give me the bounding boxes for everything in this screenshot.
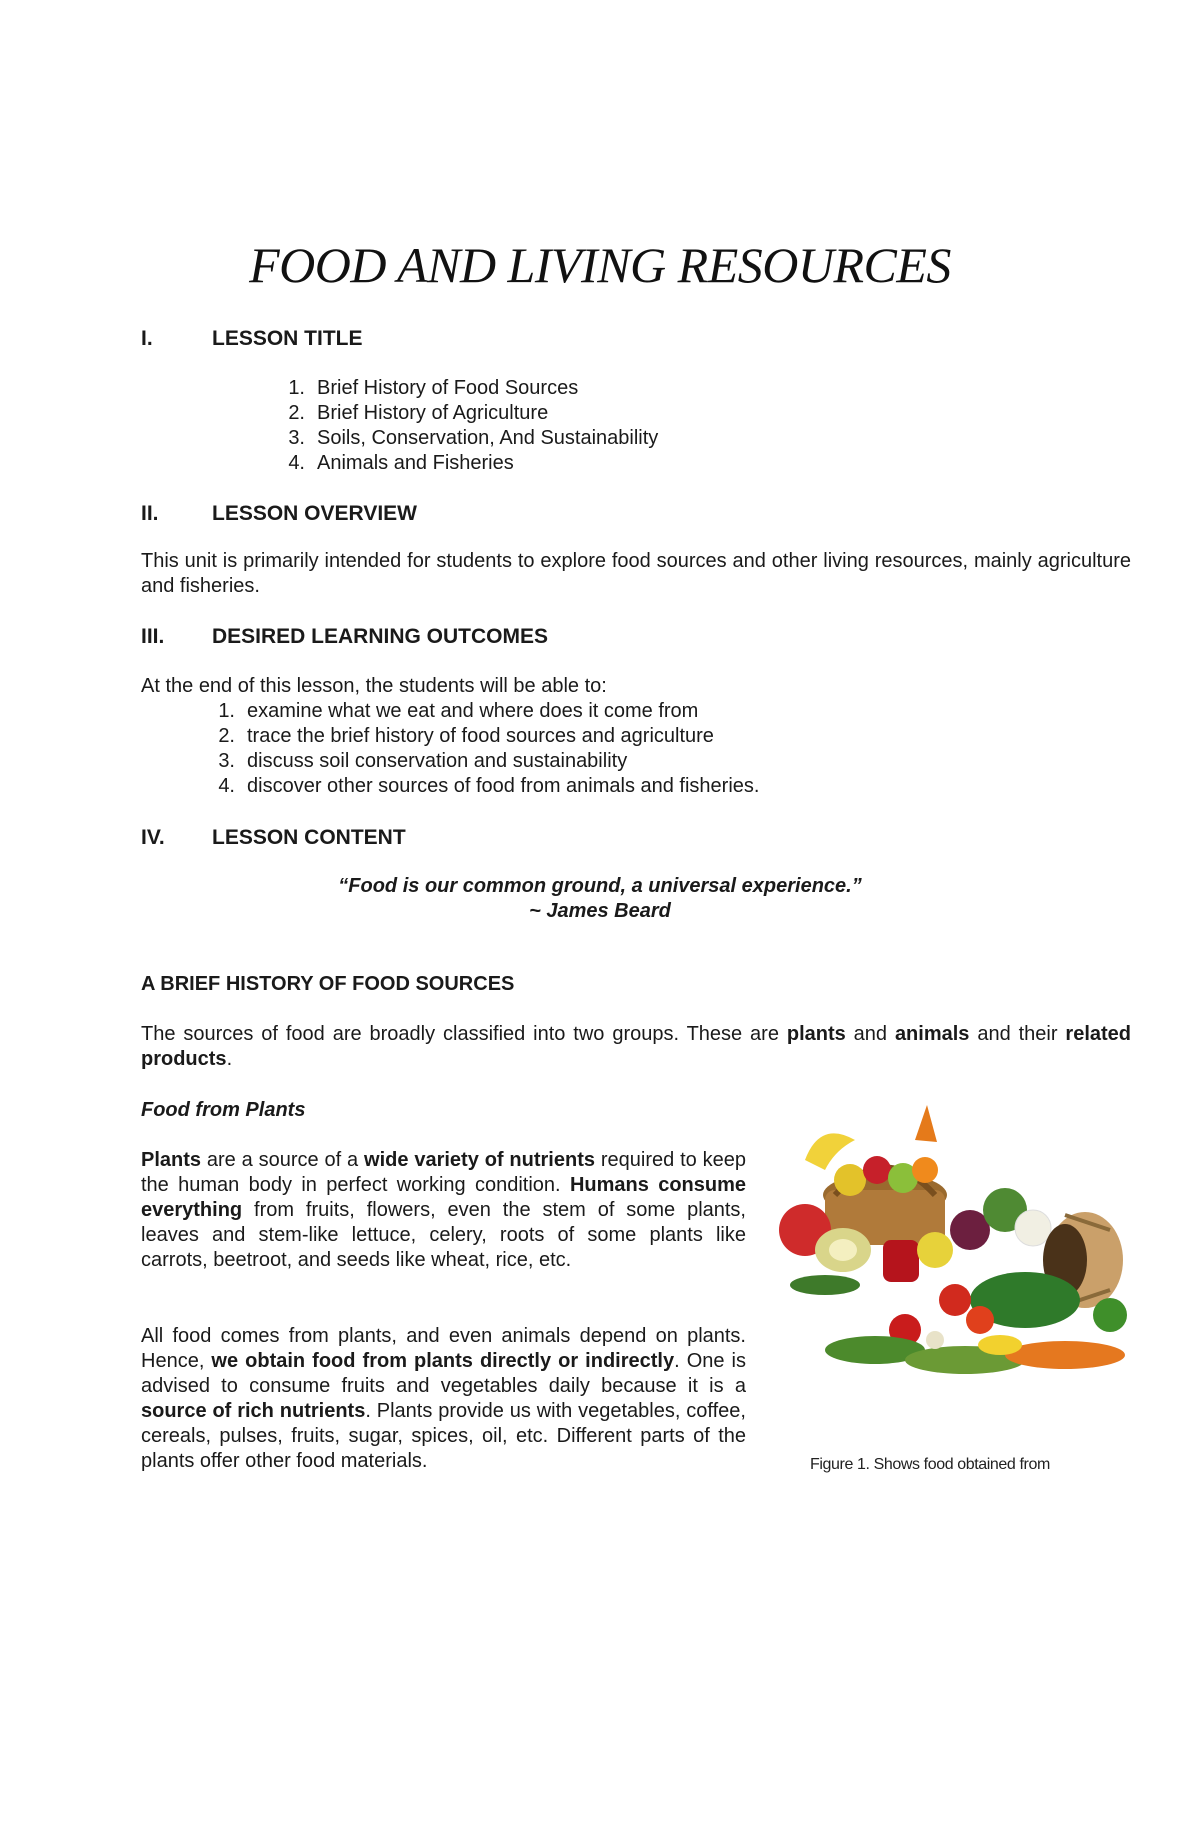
outcomes-intro: At the end of this lesson, the students will be able to: bbox=[141, 675, 607, 697]
section-3-heading: DESIRED LEARNING OUTCOMES bbox=[212, 625, 549, 648]
corn bbox=[978, 1335, 1022, 1355]
text-run: . bbox=[226, 1048, 233, 1070]
red-fruit bbox=[863, 1156, 891, 1184]
text-run: The sources of food are broadly classified into two groups. These are bbox=[141, 1023, 787, 1045]
list-text: trace the brief history of food sources and agriculture bbox=[247, 725, 714, 747]
text-run-bold: wide variety of nutrients bbox=[364, 1149, 595, 1171]
quote-author: ~ James Beard bbox=[529, 900, 671, 922]
plants-paragraph-1 bbox=[141, 1148, 746, 1273]
text-run: required to keep the human body in perfect working condition. bbox=[141, 1149, 746, 1196]
carrot bbox=[915, 1105, 937, 1142]
list-number: 4. bbox=[218, 775, 235, 797]
history-heading: A BRIEF HISTORY OF FOOD SOURCES bbox=[141, 973, 515, 995]
melon-flesh bbox=[829, 1239, 857, 1261]
list-item bbox=[270, 401, 658, 426]
cucumber bbox=[790, 1275, 860, 1295]
section-4-heading: LESSON CONTENT bbox=[212, 826, 406, 849]
list-item bbox=[270, 376, 658, 401]
list-item bbox=[200, 724, 759, 749]
list-number: 3. bbox=[288, 427, 305, 449]
text-run-bold: animals bbox=[894, 1023, 970, 1045]
list-text: Brief History of Agriculture bbox=[317, 402, 549, 424]
history-intro-paragraph bbox=[141, 1022, 1131, 1072]
yellow-pepper bbox=[917, 1232, 953, 1268]
list-item bbox=[200, 774, 759, 799]
list-item bbox=[200, 749, 759, 774]
section-1-heading: LESSON TITLE bbox=[212, 327, 363, 350]
list-number: 1. bbox=[288, 377, 305, 399]
plants-subheading: Food from Plants bbox=[141, 1099, 306, 1121]
page-title: FOOD AND LIVING RESOURCES bbox=[249, 237, 951, 293]
text-run: and bbox=[845, 1023, 895, 1045]
list-item bbox=[200, 699, 759, 724]
section-2-number: II. bbox=[141, 502, 159, 525]
list-number: 3. bbox=[218, 750, 235, 772]
cauliflower bbox=[1015, 1210, 1051, 1246]
section-2-heading: LESSON OVERVIEW bbox=[212, 502, 417, 525]
red-pepper bbox=[883, 1240, 919, 1282]
list-number: 2. bbox=[218, 725, 235, 747]
figure-caption: Figure 1. Shows food obtained from bbox=[810, 1456, 1050, 1473]
text-run-bold: we obtain food from plants directly or indirectly bbox=[211, 1350, 675, 1372]
list-number: 1. bbox=[218, 700, 235, 722]
section-3-number: III. bbox=[141, 625, 165, 648]
garlic bbox=[926, 1331, 944, 1349]
list-text: Brief History of Food Sources bbox=[317, 377, 579, 399]
list-item bbox=[270, 451, 658, 476]
text-run-bold: related products bbox=[141, 1023, 1131, 1070]
text-run: . Plants provide us with vegetables, coffee, cereals, pulses, fruits, sugar, spices, oil, etc. Different parts of the plants offer other food materials. bbox=[141, 1400, 746, 1472]
text-run-bold: plants bbox=[786, 1023, 846, 1045]
orange bbox=[912, 1157, 938, 1183]
list-item bbox=[270, 426, 658, 451]
carrots bbox=[1005, 1341, 1125, 1369]
text-run: from fruits, flowers, even the stem of some plants, leaves and stem-like lettuce, celery, roots of some plants like carrots, beetroot, and seeds like wheat, rice, etc. bbox=[141, 1199, 746, 1271]
quote-text: “Food is our common ground, a universal experience.” bbox=[338, 875, 862, 897]
text-run: are a source of a bbox=[201, 1149, 365, 1171]
text-run: . One is advised to consume fruits and vegetables daily because it is a bbox=[141, 1350, 746, 1397]
text-run-bold: Humans consume everything bbox=[141, 1174, 747, 1221]
outcomes-list bbox=[200, 699, 759, 799]
food-produce-illustration bbox=[765, 1100, 1137, 1410]
list-number: 4. bbox=[288, 452, 305, 474]
tomato bbox=[939, 1284, 971, 1316]
lesson-title-list bbox=[270, 376, 658, 476]
text-run: All food comes from plants, and even animals depend on plants. Hence, bbox=[141, 1325, 746, 1372]
list-number: 2. bbox=[288, 402, 305, 424]
section-4-number: IV. bbox=[141, 826, 165, 849]
list-text: Soils, Conservation, And Sustainability bbox=[317, 427, 659, 449]
section-1-number: I. bbox=[141, 327, 153, 350]
text-run-bold: Plants bbox=[141, 1149, 202, 1171]
plants-paragraph-2 bbox=[141, 1324, 746, 1474]
list-text: discover other sources of food from animals and fisheries. bbox=[247, 775, 760, 797]
tomato bbox=[966, 1306, 994, 1334]
text-run: and their bbox=[969, 1023, 1066, 1045]
list-text: discuss soil conservation and sustainability bbox=[247, 750, 628, 772]
text-run-bold: source of rich nutrients bbox=[141, 1400, 366, 1422]
lemon bbox=[834, 1164, 866, 1196]
list-text: Animals and Fisheries bbox=[317, 452, 514, 474]
list-text: examine what we eat and where does it come from bbox=[247, 700, 699, 722]
overview-paragraph: This unit is primarily intended for students to explore food sources and other living resources, mainly agriculture and fisheries. bbox=[141, 550, 1131, 597]
green-pepper bbox=[1093, 1298, 1127, 1332]
